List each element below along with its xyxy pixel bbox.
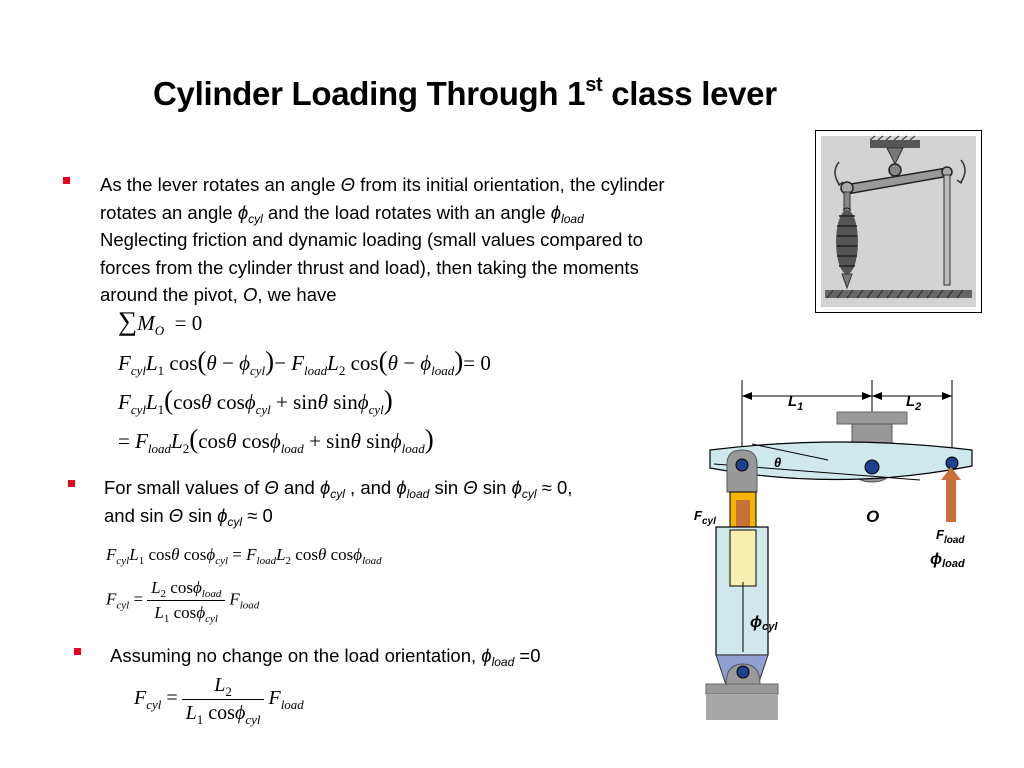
label-Fcyl: $F_{cyl}$ [694,508,716,527]
label-phicyl: ϕcyl [750,614,778,633]
load-rod [946,477,956,522]
equation-moment-sum: $\sum M_O = 0$ [118,306,203,338]
label-L2: $L_2$ [906,393,922,413]
pivot-cylinder-top [736,459,748,471]
para2-line1: For small values of Θ and $\phi_{cyl}$ , and $\phi_{load}$ sin Θ $\sin \phi_{cyl} \approx 0$, [104,477,573,501]
bullet-marker [63,177,70,184]
para2-line2: and sin Θ $\sin \phi_{cyl} \approx 0$ [104,504,273,529]
label-theta: θ [774,455,782,470]
pivot-cylinder-base [737,666,749,678]
para1-line5: around the pivot, O, we have [100,284,337,305]
para1-line1: As the lever rotates an angle Θ from its initial orientation, the cylinder [100,174,665,195]
para1-line4: forces from the cylinder thrust and load), then taking the moments [100,256,639,278]
slide-title: Cylinder Loading Through 1st class lever [153,74,777,112]
label-Fload: $F_{load}$ [936,527,965,546]
label-O: O [866,507,880,526]
lever-diagram [690,372,990,724]
equation-moment-expanded: $F_{cyl}L_1$ $\cos(\theta - \phi_{cyl})- F_{load}L_2$ $\cos(\theta - \phi_{load})= 0$ [118,346,491,378]
equation-small-angle: $F_{cyl}L_1$ cosθ $\cos\phi_{cyl} = F_{load}L_2$ cosθ cosϕ$_{load}$ [106,545,382,567]
paragraph-1 [100,171,665,309]
para1-line2: rotates an angle $\phi_{cyl}$ and the load rotates with an angle $\phi_{load}$ [100,201,584,226]
para1-line3: Neglecting friction and dynamic loading (small values compared to [100,229,643,250]
equation-fcyl-general: $F_{cyl}$ = $\frac{L_2 \cos\phi_{load}}{L_1 \cos\phi_{cyl}}$ $F_{load}$ [106,578,260,625]
equation-trig-left: $F_{cyl}L_1(\cos\theta$ cosϕ$_{cyl}$ + sinθ sinϕ$_{cyl}$) [118,385,393,417]
pivot-load [946,457,958,469]
label-phiload: ϕload [930,551,965,570]
label-L1: $L_1$ [788,393,804,413]
pivot-O [865,460,879,474]
bullet-marker [74,648,81,655]
mechanism-photo [815,130,982,313]
bullet-marker [68,480,75,487]
paragraph-2 [104,474,572,529]
equation-trig-right: = $F_{load}L_2(\cos\theta$ cosϕ$_{load}$ + sinθ sinϕ$_{load}$) [118,424,434,456]
paragraph-3: Assuming no change on the load orientation, $\phi_{load} =0$ [110,645,541,669]
equation-fcyl-final: $F_{cyl}$ = $\frac{L_2}{L_1 \cos\phi_{cyl}}$ $F_{load}$ [134,674,304,727]
